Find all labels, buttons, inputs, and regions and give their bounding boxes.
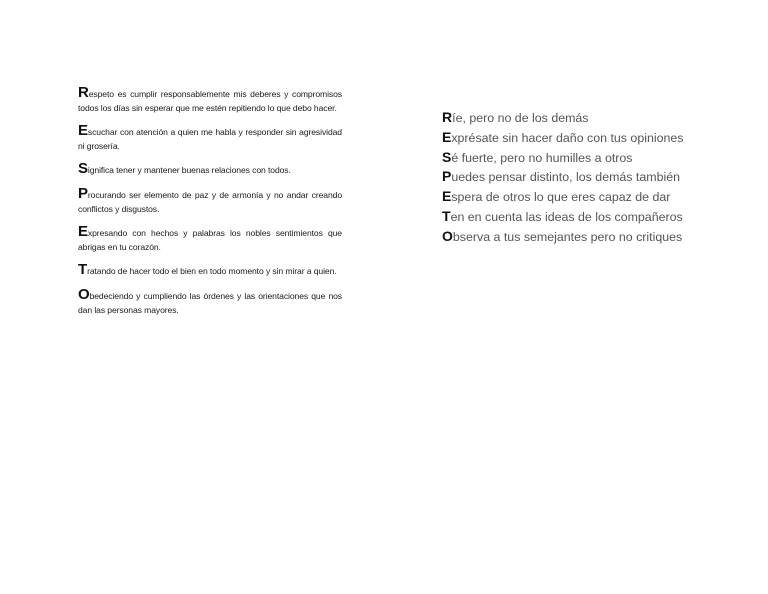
- line-initial: E: [442, 188, 452, 205]
- line-text: bserva a tus semejantes pero no critiques: [452, 229, 683, 244]
- line-initial: R: [442, 109, 453, 125]
- line-initial: E: [442, 128, 452, 145]
- line-text: uedes pensar distinto, los demás también: [451, 170, 681, 185]
- line-text: íe, pero no de los demás: [452, 111, 589, 125]
- line-text: spera de otros lo que eres capaz de dar: [451, 190, 671, 205]
- line-initial: O: [442, 227, 453, 244]
- paragraph-text: espeto es cumplir responsablemente mis deberes y compromisos todos los días sin esperar que me estén repitiendo lo que debo hacer.: [78, 89, 342, 113]
- acrostic-line-s: [442, 148, 742, 168]
- acrostic-line-r: [442, 108, 742, 128]
- acrostic-line-e: [442, 128, 742, 148]
- line-text: xprésate sin hacer daño con tus opiniones: [451, 130, 684, 145]
- paragraph-text: xpresando con hechos y palabras los nobles sentimientos que abrigas en tu corazón.: [78, 228, 342, 252]
- paragraph-e: [78, 122, 342, 153]
- respeto-paragraphs: [78, 84, 342, 328]
- paragraph-s: [78, 160, 342, 178]
- line-text: é fuerte, pero no humilles a otros: [451, 150, 633, 165]
- paragraph-r: [78, 84, 342, 115]
- paragraph-initial: E: [78, 223, 88, 241]
- paragraph-text: scuchar con atención a quien me habla y responder sin agresividad ni grosería.: [78, 127, 342, 151]
- line-initial: P: [442, 168, 452, 185]
- paragraph-initial: E: [78, 122, 88, 140]
- line-initial: T: [442, 207, 451, 224]
- paragraph-p: [78, 184, 342, 216]
- paragraph-initial: R: [78, 84, 89, 101]
- acrostic-line-o: [442, 227, 742, 247]
- paragraph-text: ratando de hacer todo el bien en todo momento y sin mirar a quien.: [87, 266, 337, 277]
- line-initial: S: [442, 148, 452, 165]
- paragraph-initial: T: [78, 261, 88, 279]
- acrostic-line-t: [442, 207, 742, 227]
- paragraph-initial: P: [78, 184, 88, 202]
- paragraph-o: [78, 285, 342, 317]
- paragraph-text: rocurando ser elemento de paz y de armonía y no andar creando conflictos y disgustos.: [78, 189, 342, 214]
- paragraph-t: [78, 261, 342, 279]
- paragraph-initial: S: [78, 160, 88, 178]
- respeto-acrostic-lines: [442, 108, 742, 247]
- acrostic-line-p: [442, 167, 742, 187]
- paragraph-e2: [78, 223, 342, 254]
- paragraph-text: bedeciendo y cumpliendo las órdenes y las orientaciones que nos dan las personas mayores.: [78, 290, 342, 315]
- paragraph-initial: O: [78, 285, 90, 303]
- acrostic-line-e2: [442, 187, 742, 207]
- line-text: en en cuenta las ideas de los compañeros: [450, 209, 683, 224]
- paragraph-text: ignifica tener y mantener buenas relaciones con todos.: [87, 165, 291, 176]
